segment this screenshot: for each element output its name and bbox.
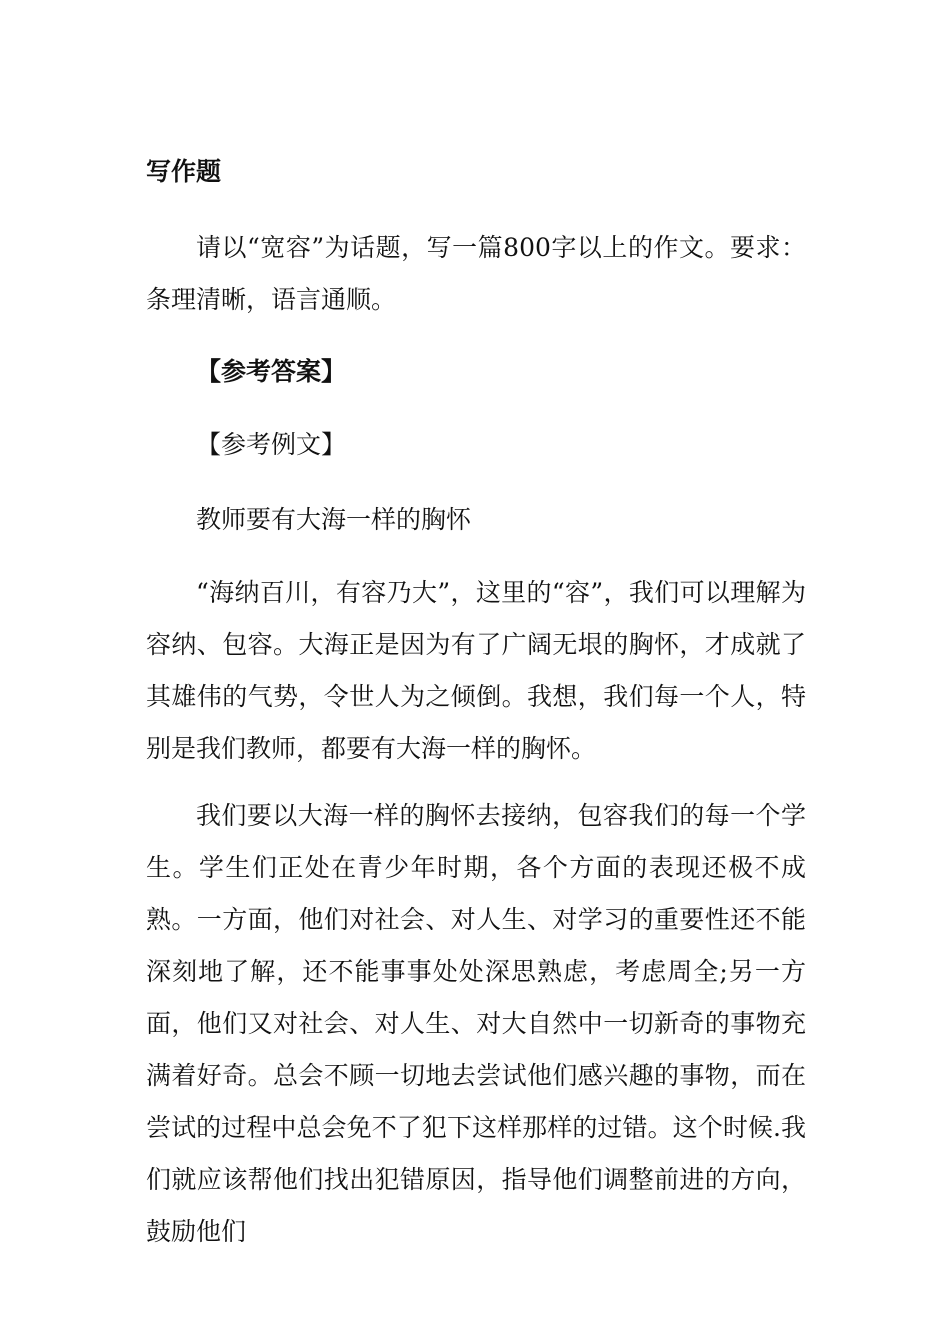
- essay-paragraph-1: “海纳百川，有容乃大”，这里的“容”，我们可以理解为容纳、包容。大海正是因为有了广阔无垠的胸怀，才成就了其雄伟的气势，令世人为之倾倒。我想，我们每一个人，特别是我们教师，都要有大海一样的胸怀。: [146, 578, 806, 763]
- section-heading: 写作题: [146, 157, 222, 186]
- sample-essay-label: 【参考例文】: [196, 430, 347, 459]
- essay-paragraph-2: 我们要以大海一样的胸怀去接纳，包容我们的每一个学生。学生们正处在青少年时期，各个方面的表现还极不成熟。一方面，他们对社会、对人生、对学习的重要性还不能深刻地了解，还不能事事处处深思熟虑，考虑周全;另一方面，他们又对社会、对人生、对大自然中一切新奇的事物充满着好奇。总会不顾一切地去尝试他们感兴趣的事物，而在尝试的过程中总会免不了犯下这样那样的过错。这个时候.我们就应该帮他们找出犯错原因，指导他们调整前进的方向，鼓励他们: [146, 801, 806, 1246]
- answer-label: 【参考答案】: [196, 357, 347, 386]
- essay-title: 教师要有大海一样的胸怀: [196, 505, 472, 534]
- writing-prompt: 请以“宽容”为话题，写一篇800字以上的作文。要求：条理清晰，语言通顺。: [146, 233, 806, 314]
